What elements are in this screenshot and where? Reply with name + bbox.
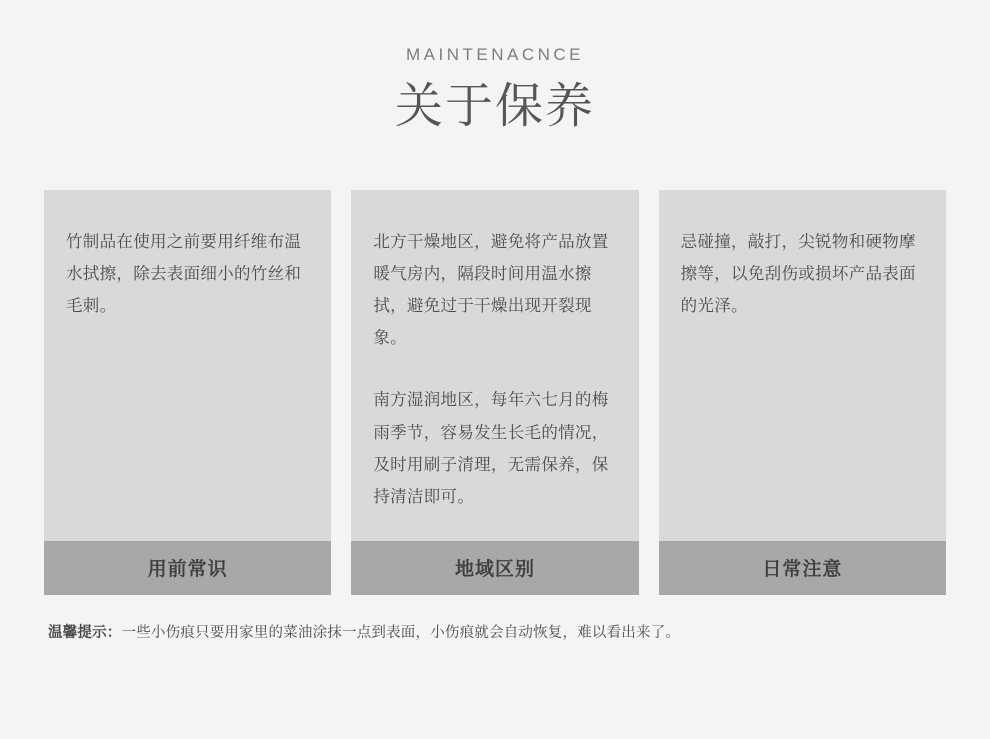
card-paragraph: 南方湿润地区，每年六七月的梅雨季节，容易发生长毛的情况，及时用刷子清理，无需保养，保持清洁即可。 [373,391,609,506]
card-footer-label: 地域区别 [351,541,638,595]
page-header [0,0,990,134]
maintenance-card [351,190,638,595]
maintenance-card [44,190,331,595]
page-title: 关于保养 [394,80,595,133]
maintenance-card-list [0,190,990,595]
card-footer-label: 日常注意 [659,541,946,595]
card-paragraph: 北方干燥地区，避免将产品放置暖气房内，隔段时间用温水擦拭，避免过于干燥出现开裂现象。 [373,232,609,348]
tip-note [0,621,990,642]
tip-note-label: 温馨提示： [48,624,122,641]
page-eyebrow: MAINTENACNCE [405,45,584,64]
maintenance-card [659,190,946,595]
card-body [44,190,331,541]
card-body [351,190,638,541]
card-body [659,190,946,541]
tip-note-text: 一些小伤痕只要用家里的菜油涂抹一点到表面，小伤痕就会自动恢复，难以看出来了。 [121,624,681,641]
card-paragraph: 忌碰撞，敲打，尖锐物和硬物摩擦等，以免刮伤或损坏产品表面的光泽。 [680,232,916,316]
card-footer-label: 用前常识 [44,541,331,595]
card-paragraph: 竹制品在使用之前要用纤维布温水拭擦，除去表面细小的竹丝和毛刺。 [66,232,302,316]
